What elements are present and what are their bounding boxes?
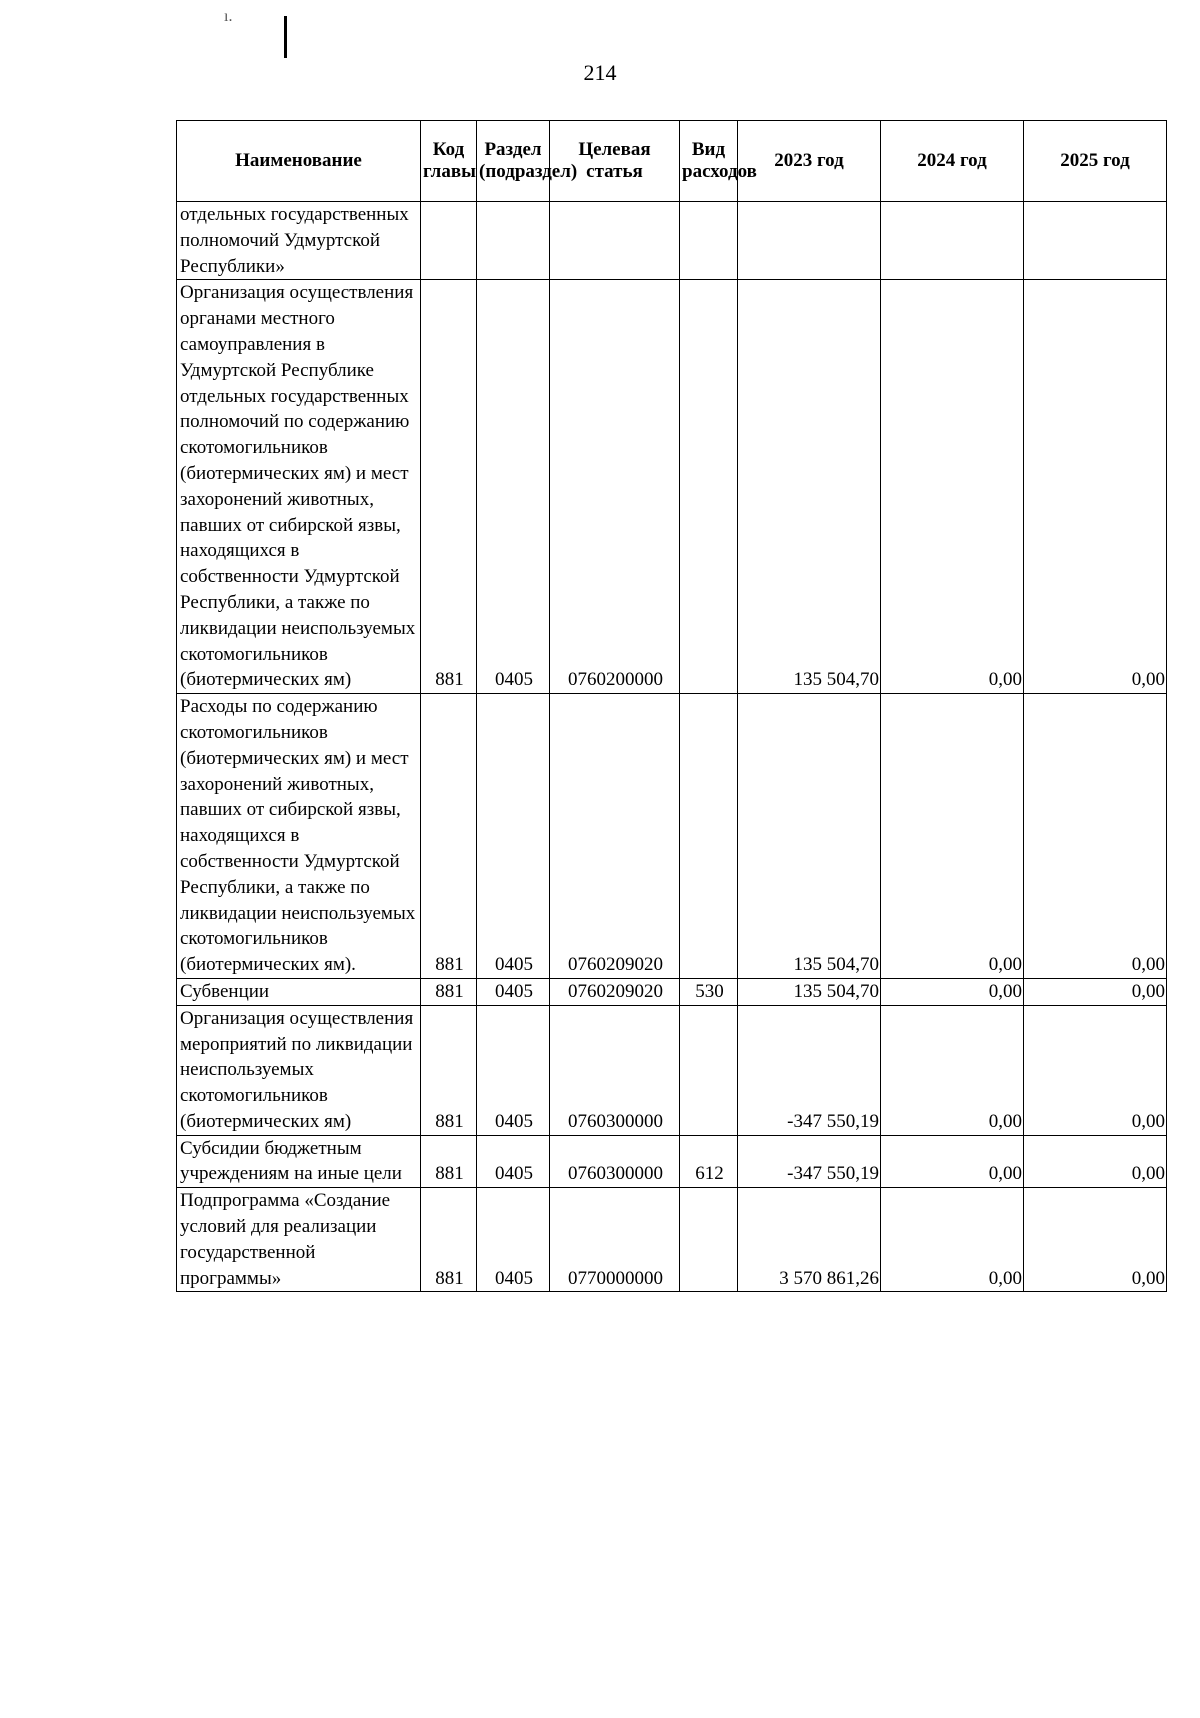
row-code: 881	[421, 978, 477, 1005]
header-2024: 2024 год	[881, 121, 1024, 202]
row-name: Субсидии бюджетным учреждениям на иные цели	[177, 1135, 421, 1188]
row-code: 881	[421, 1005, 477, 1135]
row-type	[680, 202, 738, 280]
row-2023: 135 504,70	[738, 978, 881, 1005]
row-name: Субвенции	[177, 978, 421, 1005]
table-row	[177, 1005, 1167, 1135]
row-2025: 0,00	[1024, 694, 1167, 979]
row-2024: 0,00	[881, 694, 1024, 979]
row-code: 881	[421, 1135, 477, 1188]
row-code: 881	[421, 694, 477, 979]
row-name: Организация осуществления органами местного самоуправления в Удмуртской Республике отдельных государственных полномочий по содержанию скотомогильников (биотермических ям) и мест захоронений животных, павших от сибирской язвы, находящихся в собственности Удмуртской Республики, а также по ликвидации неиспользуемых скотомогильников (биотермических ям)	[177, 280, 421, 694]
row-type	[680, 694, 738, 979]
row-type: 612	[680, 1135, 738, 1188]
row-target: 0770000000	[550, 1188, 680, 1292]
row-2023: 135 504,70	[738, 694, 881, 979]
row-name: Подпрограмма «Создание условий для реализации государственной программы»	[177, 1188, 421, 1292]
row-2025: 0,00	[1024, 1135, 1167, 1188]
row-type	[680, 1188, 738, 1292]
header-type: Вид расходов	[680, 121, 738, 202]
row-target: 0760209020	[550, 978, 680, 1005]
header-target: Целевая статья	[550, 121, 680, 202]
table-row	[177, 280, 1167, 694]
table-row	[177, 1135, 1167, 1188]
row-2023: 135 504,70	[738, 280, 881, 694]
row-2024	[881, 202, 1024, 280]
table-row	[177, 978, 1167, 1005]
row-name: отдельных государственных полномочий Удмуртской Республики»	[177, 202, 421, 280]
row-section: 0405	[477, 1005, 550, 1135]
header-name: Наименование	[177, 121, 421, 202]
row-2023: 3 570 861,26	[738, 1188, 881, 1292]
row-2023: -347 550,19	[738, 1005, 881, 1135]
table-row	[177, 694, 1167, 979]
row-type: 530	[680, 978, 738, 1005]
row-2024: 0,00	[881, 1005, 1024, 1135]
row-2024: 0,00	[881, 978, 1024, 1005]
header-2023: 2023 год	[738, 121, 881, 202]
row-section: 0405	[477, 1135, 550, 1188]
row-name: Расходы по содержанию скотомогильников (биотермических ям) и мест захоронений животных, павших от сибирской язвы, находящихся в собственности Удмуртской Республики, а также по ликвидации неиспользуемых скотомогильников (биотермических ям).	[177, 694, 421, 979]
table-header-row	[177, 121, 1167, 202]
row-target: 0760200000	[550, 280, 680, 694]
row-code: 881	[421, 1188, 477, 1292]
row-section: 0405	[477, 1188, 550, 1292]
row-target: 0760300000	[550, 1135, 680, 1188]
row-2024: 0,00	[881, 280, 1024, 694]
table-row	[177, 1188, 1167, 1292]
row-code: 881	[421, 280, 477, 694]
page-number: 214	[583, 60, 617, 85]
scan-artifact-mark: ı.	[224, 8, 233, 25]
header-code: Код главы	[421, 121, 477, 202]
scan-artifact-line	[284, 16, 287, 58]
table-row	[177, 202, 1167, 280]
row-2025: 0,00	[1024, 978, 1167, 1005]
row-section: 0405	[477, 280, 550, 694]
row-target	[550, 202, 680, 280]
row-code	[421, 202, 477, 280]
row-2024: 0,00	[881, 1188, 1024, 1292]
row-section: 0405	[477, 978, 550, 1005]
row-2024: 0,00	[881, 1135, 1024, 1188]
row-2023: -347 550,19	[738, 1135, 881, 1188]
row-section	[477, 202, 550, 280]
row-2025	[1024, 202, 1167, 280]
header-section: Раздел (подраздел)	[477, 121, 550, 202]
row-section: 0405	[477, 694, 550, 979]
row-name: Организация осуществления мероприятий по ликвидации неиспользуемых скотомогильников (биотермических ям)	[177, 1005, 421, 1135]
row-target: 0760300000	[550, 1005, 680, 1135]
header-2025: 2025 год	[1024, 121, 1167, 202]
budget-table	[176, 120, 1167, 1292]
row-2023	[738, 202, 881, 280]
row-type	[680, 1005, 738, 1135]
row-2025: 0,00	[1024, 280, 1167, 694]
row-target: 0760209020	[550, 694, 680, 979]
row-2025: 0,00	[1024, 1005, 1167, 1135]
row-type	[680, 280, 738, 694]
row-2025: 0,00	[1024, 1188, 1167, 1292]
